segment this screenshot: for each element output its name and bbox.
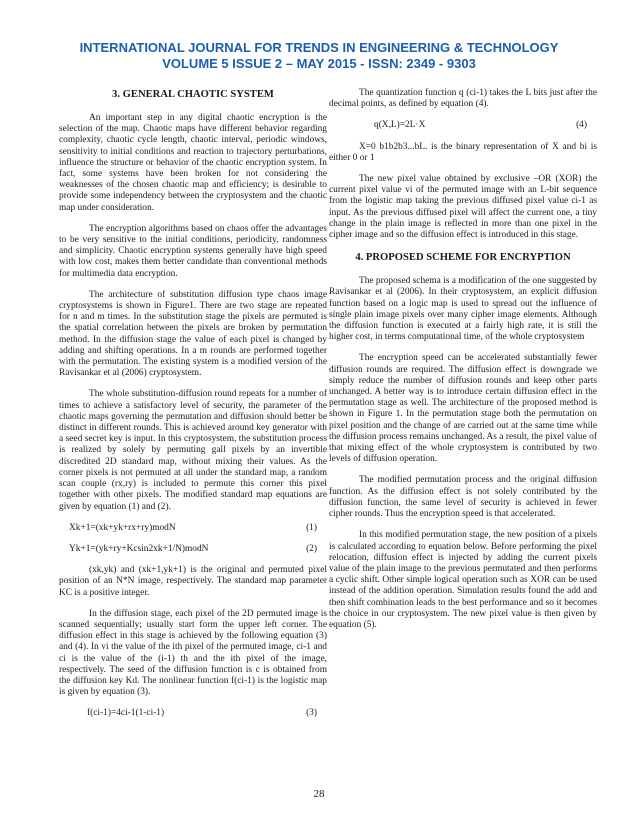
- equation-4: [329, 120, 597, 131]
- paragraph: The encryption algorithms based on chaos offer the advantages to be very sensitive to the initial conditions, periodicity, randomness and simplicity. Chaotic encryption systems generally have high speed with low cost, makes them better candidate than conventional methods for multimedia data encryption.: [59, 223, 327, 279]
- paragraph: X=0 b1b2b3...bL. is the binary representation of X and bi is either 0 or 1: [329, 141, 597, 163]
- paragraph: The architecture of substitution diffusion type chaos image cryptosystems is shown in Figure1. There are two stage are repeated for n and m times. In the substitution stage the pixels are permuted is the spatial correlation between the pixels are broken by permutation method. In the diffusion stage the value of each pixel is changed by adding and shifting operations. In a m rounds are performed together with the permutation. The existing system is a modified version of the Ravisankar et al (2006) cryptosystem.: [59, 289, 327, 379]
- equation-text: q(X,L)=2L·X: [374, 120, 426, 131]
- page-number: 28: [313, 788, 325, 800]
- paragraph: In this modified permutation stage, the new position of a pixels is calculated according to equation below. Before performing the pixel relocation, diffusion effect is injected by adding the current pixels value of the plain image to the previous permutated and then performs a cyclic shift. Other simple logical operation such as XOR can be used instead of the addition operation. Simulation results found the add and then shift combination leads to the best performance and so it becomes the choice in our cryptosystem. The new pixel value is then given by equation (5).: [329, 530, 597, 630]
- equation-number: (3): [306, 708, 317, 719]
- left-column: [59, 88, 327, 730]
- equation-text: Yk+1=(yk+ry+Kcsin2xk+1/N)modN: [69, 543, 209, 554]
- section-heading-4: 4. PROPOSED SCHEME FOR ENCRYPTION: [355, 252, 571, 264]
- paragraph: (xk,yk) and (xk+1,yk+1) is the original and permuted pixel position of an N*N image, respectively. The standard map parameter KC is a positive integer.: [59, 565, 327, 598]
- paragraph: The quantization function q (ci-1) takes the L bits just after the decimal points, as defined by equation (4).: [329, 88, 597, 110]
- right-column: [329, 88, 597, 641]
- paragraph: The whole substitution-diffusion round repeats for a number of times to achieve a satisfactory level of security, the parameter of the chaotic maps governing the permutation and diffusion should better be distinct in different rounds. This is achieved around key generator with a seed secret key is input. In this cryptosystem, the substitution process is realized by solely by permuting gall pixels by an invertible discredited 2D standard map, without mixing their values. As the corner pixels is not permuted at all under the standard map, a random scan couple (rx,ry) is included to permute this corner this pixel together with other pixels. The modified standard map equations are given by equation (1) and (2).: [59, 389, 327, 512]
- equation-number: (1): [306, 522, 317, 533]
- paragraph: The new pixel value obtained by exclusive –OR (XOR) the current pixel value vi of the permuted image with an L-bit sequence from the logistic map taking the previous diffused pixel value ci-1 as input. As the previous diffused pixel will affect the current one, a tiny change in the plain image is reflected in more than one pixel in the cipher image and so the diffusion effect is introduced in this stage.: [329, 174, 597, 241]
- equation-2: [59, 544, 327, 555]
- paragraph: In the diffusion stage, each pixel of the 2D permuted image is scanned sequentially; usually start form the upper left corner. The diffusion effect in this stage is achieved by the following equation (3) and (4). In vi the value of the ith pixel of the permuted image, ci-1 and ci is the value of the (i-1) th and the ith pixel of the image, respectively. The seed of the diffusion function is c is obtained from the diffusion key Kd. The nonlinear function f(ci-1) is the logistic map is given by equation (3).: [59, 608, 327, 698]
- equation-text: f(ci-1)=4ci-1(1-ci-1): [87, 708, 165, 719]
- equation-number: (4): [576, 120, 587, 131]
- equation-1: [59, 523, 327, 534]
- equation-text: Xk+1=(xk+yk+rx+ry)modN: [69, 522, 176, 533]
- paragraph: The proposed schema is a modification of the one suggested by Ravisankar et al (2006). In their cryptosystem, an explicit diffusion function based on a logic map is used to spread out the influence of single plain image pixels over many cipher image elements. Although the diffusion function is executed at a fairly high rate, it is still the higher cost, in terms computational time, of the whole cryptosystem: [329, 276, 597, 343]
- equation-3: [59, 708, 327, 719]
- journal-issue: VOLUME 5 ISSUE 2 – MAY 2015 - ISSN: 2349 - 9303: [162, 56, 476, 71]
- paragraph: An important step in any digital chaotic encryption is the selection of the map. Chaotic maps have different behavior regarding complexity, chaotic cycle length, chaotic interval, periodic windows, sensitivity to initial conditions and reaction to trajectory perturbations, influence the structure or behavior of the chaotic encryption system. In fact, some systems have been broken for not considering the weaknesses of the chosen chaotic map and efficiency; is desirable to provide some independency between the cryptosystem and the chaotic map under consideration.: [59, 113, 327, 213]
- journal-header: [0, 40, 638, 72]
- equation-number: (2): [306, 543, 317, 554]
- section-heading-3: 3. GENERAL CHAOTIC SYSTEM: [112, 89, 274, 100]
- paragraph: The modified permutation process and the original diffusion function. As the diffusion effect is not solely contributed by the diffusion function, the same level of security is achieved in fewer cipher rounds. Thus the encryption speed is that accelerated.: [329, 475, 597, 520]
- paragraph: The encryption speed can be accelerated substantially fewer diffusion rounds are required. The diffusion effect is downgrade we simply reduce the number of diffusion rounds and keep other parts unchanged. A better way is to introduce certain diffusion effect in the permutation stage as well. The architecture of the proposed method is shown in Figure 1. In the permutation stage both the permutation on pixel position and the change of are carried out at the same time while the diffusion process remains unchanged. As a result, the pixel value of that mixing effect of the whole cryptosystem is contributed by two levels of diffusion operation.: [329, 353, 597, 465]
- journal-title: INTERNATIONAL JOURNAL FOR TRENDS IN ENGINEERING & TECHNOLOGY: [79, 40, 559, 55]
